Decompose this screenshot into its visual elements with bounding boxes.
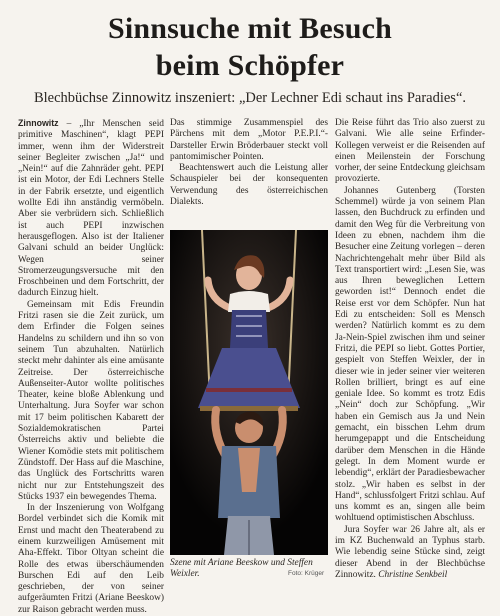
paragraph: In der Inszenierung von Wolfgang Bordel verbindet sich die Komik mit Ernst und macht den Theaterabend zu einem kurzweiligen Amüsement mit Aha-Effekt. Tibor Oltyan scheint die Rolle des etwas überschäumenden Burschen Edi auf den Leib geschrieben, der von seiner aufgeräumten Fritzi (Ariane Beeskow) zur Raison gebracht werden muss.	[18, 503, 164, 615]
headline-line-2: beim Schöpfer	[155, 49, 345, 82]
stage-photo-illustration	[170, 230, 328, 555]
headline-line-1: Sinnsuche mit Besuch	[107, 12, 393, 45]
paragraph-text: – „Ihr Menschen seid primitive Maschinen“, klagt PEPI immer, wenn ihm der Widerstreit seiner Begleiter zwischen „Ja!“ und „Nein!“ auf die Zahnräder geht. PEPI ist ein Motor, der Edi Lechners Stelle in der Fabrik ersetzte, und eigentlich wollte Edi ihn anständig vermöbeln. Aber sie verbrüdern sich. Schließlich ist auch PEPI inzwischen herausgeflogen. Also ist der Italiener Galvani schuld an beider Unglück: Wegen seiner Stromerzeugungsversuche mit den Froschbeinen und dem Fortschritt, der dadurch Einzug hielt.	[18, 119, 164, 299]
article-column-2	[170, 118, 328, 228]
subheadline: Blechbüchse Zinnowitz inszeniert: „Der Lechner Edi schaut ins Paradies“.	[33, 90, 467, 106]
photo-credit: Foto: Krüger	[288, 570, 325, 577]
paragraph: Das stimmige Zusammenspiel des Pärchens mit dem „Motor P.E.P.I.“-Darsteller Erwin Bröderbauer steckt voll pantomimischer Pointen.	[170, 118, 328, 162]
stage-photo	[170, 230, 328, 555]
paragraph	[18, 118, 164, 300]
paragraph: Gemeinsam mit Edis Freundin Fritzi rasen sie die Zeit zurück, um dem Erfinder die Folgen seines Handelns zu schildern und ihn so von seinem Tun abzuhalten. Natürlich steckt mehr dahinter als eine amüsante Zeitreise. Der österreichische Außenseiter-Autor wollte politisches Theater, keine bloße Ablenkung und Unterhaltung. Jura Soyfer war schon mit 17 beim politischen Kabarett der Sozialdemokratischen Partei Österreichs aktiv und beliebte die Wiener Komödie stets mit politischem Zündstoff. Der Hass auf die Maschine, das Unglück des Fortschritts waren nicht nur zur Entstehungszeit des Stücks 1937 ein bewegendes Thema.	[18, 299, 164, 502]
paragraph: Beachtenswert auch die Leistung aller Schauspieler bei der konsequenten Verwendung des österreichischen Dialekts.	[170, 163, 328, 208]
article-column-1	[18, 118, 164, 615]
article-column-3	[335, 118, 485, 593]
paragraph: Die Reise führt das Trio also zuerst zu Galvani. Wie alle seine Erfinder-Kollegen verweist er die Reisenden auf einen Meilenstein der Forschung vorher, der seine Entdeckung gleichsam provozierte.	[335, 118, 485, 185]
paragraph: Johannes Gutenberg (Torsten Schemmel) würde ja von seinem Plan lassen, den Buchdruck zu erfinden und damit den Weg für die Verbreitung von Ideen zu ebnen, nachdem ihm die Besucher eine Zeitung vorlegen – deren Nachrichtengehalt mehr über Bild als Text transportiert wird: „Lesen Sie, was aus Ihren beweglichen Lettern geworden ist!“ Dennoch endet die Reise erst vor dem Schöpfer. Nun hat Edi zu entscheiden: Soll es Mensch werden? Natürlich kommt es zu dem Ja-Nein-Spiel zwischen ihm und seiner Fritzi, die PEPI so liebt. Gottes Portier, gespielt von Steffen Weixler, der in dieser wie in jeder seiner vier weiteren Rollen brilliert, bringt es auf eine geniale Idee. So kommt es trotz Edis „Nein“ doch zur Schöpfung. „Wir haben ein Gemisch aus Ja und Nein gemacht, ein bisschen Lehm drum herumgepappt und die Entscheidung darüber dem Menschen in die Hände gelegt. In dem Moment wurde er lebendig“, erklärt der Paradiesbewacher stolz. „Wir haben es selbst in der Hand“, schlussfolgert Fritzi schlau. Auf uns kommt es an, singen alle beim wohltuend optimistischen Abschluss.	[335, 185, 485, 524]
photo-caption: Szene mit Ariane Beeskow und Steffen Weixler.	[170, 558, 313, 579]
paragraph	[335, 525, 485, 581]
author-byline: Christine Senkbeil	[378, 569, 448, 580]
paragraph-text: Jura Soyfer war 26 Jahre alt, als er im KZ Buchenwald an Typhus starb. Wie lebendig seine Stücke sind, zeigt dieser Abend in der Blechbüchse Zinnowitz.	[335, 524, 485, 580]
dateline: Zinnowitz	[18, 118, 59, 128]
headline	[0, 10, 500, 84]
